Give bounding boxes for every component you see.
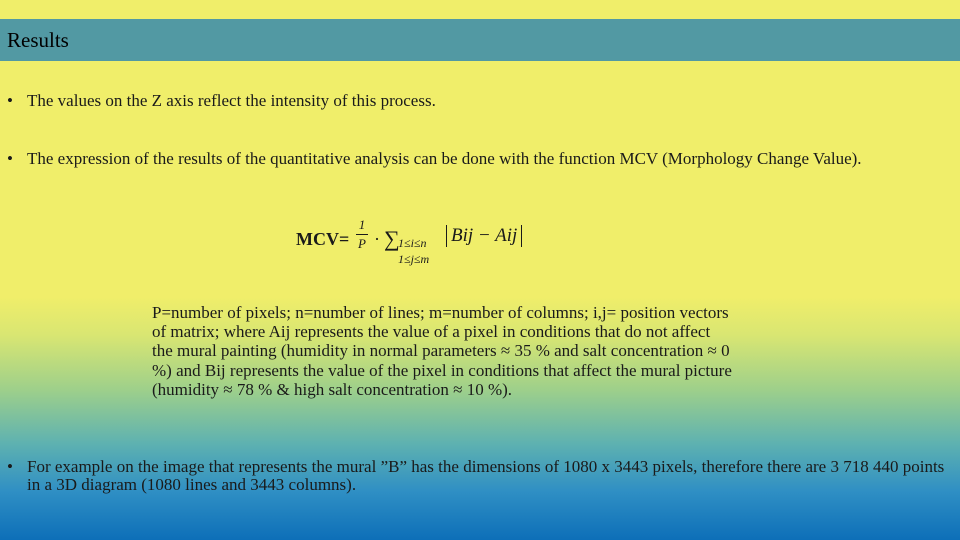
sum-index-row: 1≤i≤n [398,236,427,250]
fraction-denominator: P [358,236,366,251]
sigma-symbol: ∑ [384,226,400,251]
bullet-marker: • [7,91,13,110]
formula-absolute-value: Bij − Aij [446,225,522,247]
fraction-line [356,234,368,235]
slide-title: Results [7,28,69,52]
formula-fraction [356,218,368,251]
mcv-formula [296,218,556,268]
formula-label: MCV= [296,229,350,249]
bullet-marker: • [7,457,13,476]
bullet-text: For example on the image that represents the mural ”B” has the dimensions of 1080 x 3443 pixels, therefore there are 3 718 440 points in a 3D diagram (1080 lines and 3443 columns). [27,457,945,494]
bullet-text: The expression of the results of the quantitative analysis can be done with the function MCV (Morphology Change Value). [27,149,862,168]
fraction-numerator: 1 [358,217,366,232]
formula-dot: · [374,229,380,249]
bullet-marker: • [7,149,13,168]
header-bar [0,19,960,61]
variable-definitions: P=number of pixels; n=number of lines; m=number of columns; i,j= position vectors of matrix; where Aij represents the value of a pixel in conditions that do not affect the mural painting (humidity in normal parameters ≈ 35 % and salt concentration ≈ 0 %) and Bij represents the value of the pixel in conditions that affect the mural picture (humidity ≈ 78 % & high salt concentration ≈ 10 %). [152,303,732,399]
sum-index-col: 1≤j≤m [398,252,430,266]
bullet-text: The values on the Z axis reflect the intensity of this process. [27,91,436,110]
